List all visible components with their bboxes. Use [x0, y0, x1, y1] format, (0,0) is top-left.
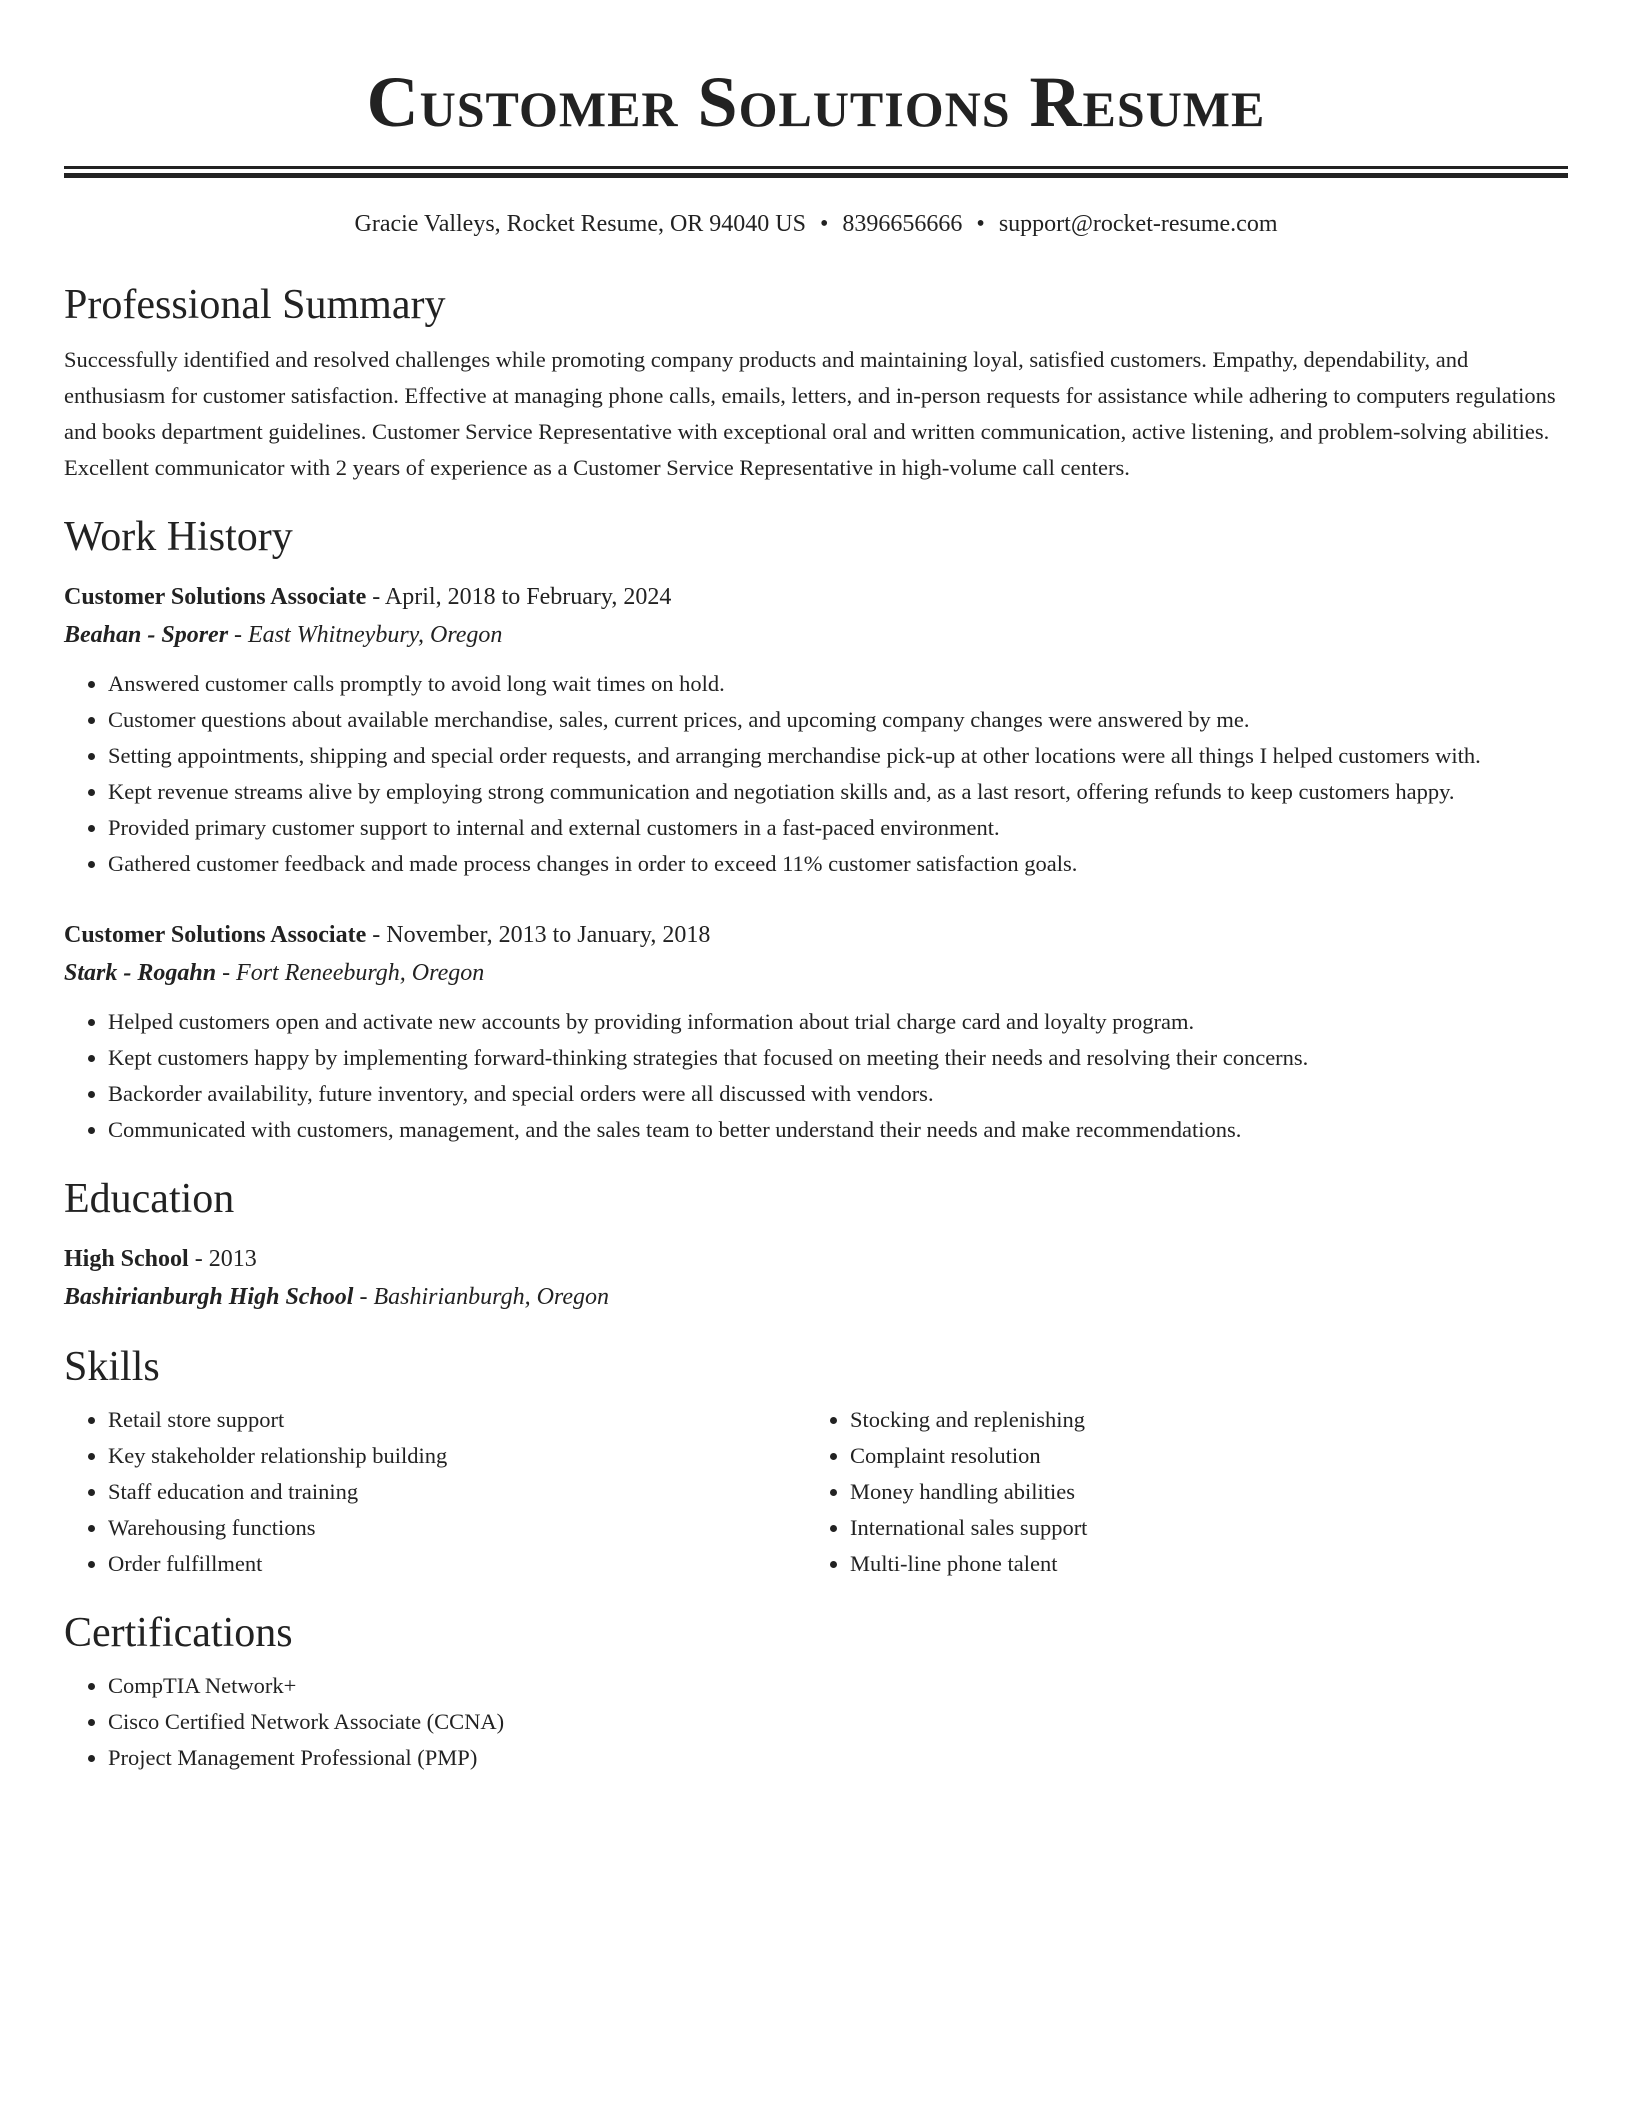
contact-line	[64, 208, 1568, 240]
certifications-list	[64, 1668, 1568, 1776]
education-heading: Education	[64, 1176, 235, 1222]
list-item: • International sales support	[850, 1510, 1548, 1546]
list-item: • Staff education and training	[108, 1474, 806, 1510]
education-year: - 2013	[194, 1246, 257, 1272]
list-item: • Gathered customer feedback and made process changes in order to exceed 11% customer satisfaction goals.	[108, 846, 1568, 882]
list-item: • Retail store support	[108, 1402, 806, 1438]
job-title: Customer Solutions Associate	[64, 584, 367, 610]
job-entry	[64, 916, 1568, 1148]
skills-list-left	[64, 1402, 806, 1582]
list-item: • Warehousing functions	[108, 1510, 806, 1546]
job-entry	[64, 578, 1568, 882]
contact-email: support@rocket-resume.com	[998, 211, 1278, 237]
contact-separator: •	[820, 211, 829, 237]
job-title: Customer Solutions Associate	[64, 922, 367, 948]
education-school-line	[64, 1278, 1568, 1316]
job-dates: - April, 2018 to February, 2024	[372, 584, 672, 610]
job-title-line	[64, 916, 1568, 954]
education-section	[64, 1174, 1568, 1316]
list-item: • Backorder availability, future inventory, and special orders were all discussed with vendors.	[108, 1076, 1568, 1112]
list-item: • Stocking and replenishing	[850, 1402, 1548, 1438]
job-company: Stark - Rogahn	[64, 960, 217, 986]
list-item: • Cisco Certified Network Associate (CCNA)	[108, 1704, 1568, 1740]
job-dates: - November, 2013 to January, 2018	[372, 922, 711, 948]
work-history-section	[64, 512, 1568, 1148]
job-location: - Fort Reneeburgh, Oregon	[222, 960, 485, 986]
contact-address: Gracie Valleys, Rocket Resume, OR 94040 US	[354, 211, 806, 237]
contact-phone: 8396656666	[842, 211, 963, 237]
summary-section	[64, 280, 1568, 486]
certifications-heading: Certifications	[64, 1610, 293, 1656]
list-item: • Communicated with customers, management, and the sales team to better understand their needs and make recommendations.	[108, 1112, 1568, 1148]
job-location: - East Whitneybury, Oregon	[234, 622, 503, 648]
job-duties-list	[64, 666, 1568, 882]
list-item: • Provided primary customer support to internal and external customers in a fast-paced environment.	[108, 810, 1568, 846]
education-entry	[64, 1240, 1568, 1316]
job-company-line	[64, 616, 1568, 654]
list-item: • Order fulfillment	[108, 1546, 806, 1582]
skills-heading: Skills	[64, 1344, 160, 1390]
list-item: • Kept revenue streams alive by employing strong communication and negotiation skills and, as a last resort, offering refunds to keep customers happy.	[108, 774, 1568, 810]
skills-section	[64, 1342, 1568, 1582]
job-company: Beahan - Sporer	[64, 622, 229, 648]
job-company-line	[64, 954, 1568, 992]
list-item: • Complaint resolution	[850, 1438, 1548, 1474]
list-item: • Money handling abilities	[850, 1474, 1548, 1510]
list-item: • CompTIA Network+	[108, 1668, 1568, 1704]
work-history-heading: Work History	[64, 514, 293, 560]
job-duties-list	[64, 1004, 1568, 1148]
resume-title: Customer Solutions Resume	[366, 62, 1266, 142]
summary-heading: Professional Summary	[64, 282, 446, 328]
list-item: • Customer questions about available merchandise, sales, current prices, and upcoming company changes were answered by me.	[108, 702, 1568, 738]
list-item: • Project Management Professional (PMP)	[108, 1740, 1568, 1776]
education-degree-line	[64, 1240, 1568, 1278]
certifications-section	[64, 1608, 1568, 1776]
list-item: • Kept customers happy by implementing forward-thinking strategies that focused on meeting their needs and resolving their concerns.	[108, 1040, 1568, 1076]
list-item: • Key stakeholder relationship building	[108, 1438, 806, 1474]
title-divider	[64, 166, 1568, 178]
list-item: • Multi-line phone talent	[850, 1546, 1548, 1582]
job-title-line	[64, 578, 1568, 616]
list-item: • Answered customer calls promptly to avoid long wait times on hold.	[108, 666, 1568, 702]
contact-separator: •	[976, 211, 985, 237]
education-school: Bashirianburgh High School	[64, 1284, 354, 1310]
skills-grid	[64, 1402, 1568, 1582]
skills-list-right	[806, 1402, 1548, 1582]
summary-text: Successfully identified and resolved challenges while promoting company products and maintaining loyal, satisfied customers. Empathy, dependability, and enthusiasm for customer satisfaction. Effective at managing phone calls, emails, letters, and in-person requests for assistance while adhering to computers regulations and books department guidelines. Customer Service Representative with exceptional oral and written communication, active listening, and problem-solving abilities. Excellent communicator with 2 years of experience as a Customer Service Representative in high-volume call centers.	[64, 347, 1556, 480]
list-item: • Helped customers open and activate new accounts by providing information about trial charge card and loyalty program.	[108, 1004, 1568, 1040]
list-item: • Setting appointments, shipping and special order requests, and arranging merchandise pick-up at other locations were all things I helped customers with.	[108, 738, 1568, 774]
education-degree: High School	[64, 1246, 189, 1272]
education-location: - Bashirianburgh, Oregon	[359, 1284, 610, 1310]
